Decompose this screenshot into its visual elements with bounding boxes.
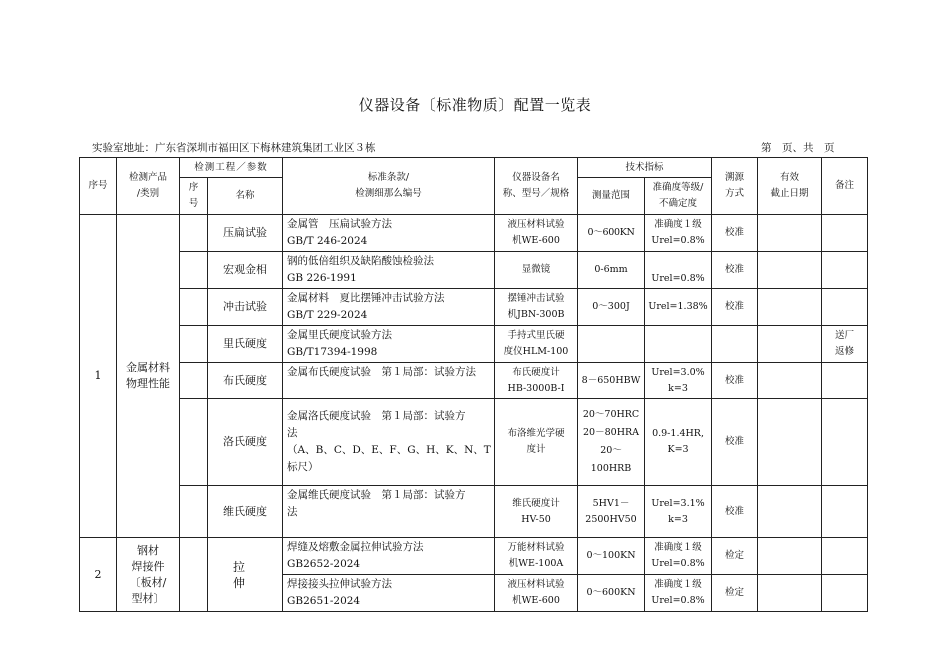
item-accuracy: Urel=3.0% k=3 bbox=[645, 363, 712, 399]
item-source: 检定 bbox=[712, 575, 758, 612]
sub-seq-cell bbox=[180, 399, 208, 486]
item-name: 拉 伸 bbox=[208, 538, 283, 612]
item-source: 校准 bbox=[712, 289, 758, 326]
equipment-table bbox=[79, 157, 868, 612]
item-remark: 送厂 返修 bbox=[822, 326, 868, 363]
item-standard: 金属材料 夏比摆锤冲击试验方法 GB/T 229-2024 bbox=[283, 289, 495, 326]
header-row bbox=[80, 158, 868, 178]
header-seq: 序号 bbox=[80, 158, 117, 215]
item-remark bbox=[822, 289, 868, 326]
header-source: 溯源 方式 bbox=[712, 158, 758, 215]
sub-seq-cell bbox=[180, 252, 208, 289]
lab-address: 实验室地址：广东省深圳市福田区下梅林建筑集团工业区３栋 bbox=[92, 142, 376, 154]
item-accuracy: 准确度１级 Urel=0.8% bbox=[645, 538, 712, 575]
item-remark bbox=[822, 575, 868, 612]
item-standard: 金属维氏硬度试验 第１局部：试验方 法 bbox=[283, 486, 495, 538]
item-equipment: 万能材料试验 机WE-100A bbox=[495, 538, 578, 575]
item-standard: 焊缝及熔敷金属拉伸试验方法 GB2652-2024 bbox=[283, 538, 495, 575]
item-remark bbox=[822, 399, 868, 486]
table-row bbox=[80, 363, 868, 399]
item-equipment: 显微镜 bbox=[495, 252, 578, 289]
item-name: 洛氏硬度 bbox=[208, 399, 283, 486]
item-source: 校准 bbox=[712, 363, 758, 399]
item-name: 宏观金相 bbox=[208, 252, 283, 289]
table-row bbox=[80, 326, 868, 363]
item-name: 压扁试验 bbox=[208, 215, 283, 252]
item-remark bbox=[822, 538, 868, 575]
item-equipment: 维氏硬度计 HV-50 bbox=[495, 486, 578, 538]
item-source: 校准 bbox=[712, 399, 758, 486]
item-remark bbox=[822, 363, 868, 399]
item-standard: 焊接接头拉伸试验方法 GB2651-2024 bbox=[283, 575, 495, 612]
table-row bbox=[80, 486, 868, 538]
header-standard: 标准条款/ 检测细那么编号 bbox=[283, 158, 495, 215]
header-accuracy: 准确度等级/ 不确定度 bbox=[645, 178, 712, 215]
item-equipment: 液压材料试验 机WE-600 bbox=[495, 215, 578, 252]
item-valid bbox=[758, 538, 822, 575]
sub-seq-cell bbox=[180, 215, 208, 252]
item-range: 0～300J bbox=[578, 289, 645, 326]
item-standard: 钢的低倍组织及缺陷酸蚀检验法 GB 226-1991 bbox=[283, 252, 495, 289]
item-standard: 金属管 压扁试验方法 GB/T 246-2024 bbox=[283, 215, 495, 252]
sub-seq-cell bbox=[180, 538, 208, 612]
item-standard: 金属布氏硬度试验 第１局部：试验方法 bbox=[283, 363, 495, 399]
item-valid bbox=[758, 252, 822, 289]
item-range: 0～100KN bbox=[578, 538, 645, 575]
item-name: 里氏硬度 bbox=[208, 326, 283, 363]
group2-category: 钢材 焊接件 〔板材/ 型材〕 bbox=[117, 538, 180, 612]
item-remark bbox=[822, 486, 868, 538]
sub-seq-cell bbox=[180, 486, 208, 538]
item-name: 冲击试验 bbox=[208, 289, 283, 326]
item-name: 维氏硬度 bbox=[208, 486, 283, 538]
group1-seq: 1 bbox=[80, 215, 117, 538]
item-accuracy: 0.9-1.4HR, K=3 bbox=[645, 399, 712, 486]
item-valid bbox=[758, 326, 822, 363]
item-equipment: 布氏硬度计 HB-3000B-I bbox=[495, 363, 578, 399]
item-source: 检定 bbox=[712, 538, 758, 575]
item-accuracy bbox=[645, 326, 712, 363]
item-valid bbox=[758, 575, 822, 612]
item-equipment: 布洛维光学硬 度计 bbox=[495, 399, 578, 486]
header-range: 测量范围 bbox=[578, 178, 645, 215]
header-product: 检测产品 /类别 bbox=[117, 158, 180, 215]
sub-seq-cell bbox=[180, 326, 208, 363]
item-source: 校准 bbox=[712, 215, 758, 252]
item-valid bbox=[758, 399, 822, 486]
item-name: 布氏硬度 bbox=[208, 363, 283, 399]
item-source: 校准 bbox=[712, 252, 758, 289]
header-remark: 备注 bbox=[822, 158, 868, 215]
header-project: 检测工程／参数 bbox=[180, 158, 283, 178]
item-valid bbox=[758, 486, 822, 538]
item-range: 5HV1－ 2500HV50 bbox=[578, 486, 645, 538]
table-row bbox=[80, 399, 868, 486]
sub-seq-cell bbox=[180, 363, 208, 399]
item-valid bbox=[758, 215, 822, 252]
item-equipment: 摆锤冲击试验 机JBN-300B bbox=[495, 289, 578, 326]
item-source bbox=[712, 326, 758, 363]
table-row bbox=[80, 289, 868, 326]
item-standard: 金属里氏硬度试验方法 GB/T17394-1998 bbox=[283, 326, 495, 363]
item-accuracy: 准确度１级 Urel=0.8% bbox=[645, 575, 712, 612]
item-equipment: 手持式里氏硬 度仪HLM-100 bbox=[495, 326, 578, 363]
item-equipment: 液压材料试验 机WE-600 bbox=[495, 575, 578, 612]
group2-seq: 2 bbox=[80, 538, 117, 612]
item-range bbox=[578, 326, 645, 363]
item-valid bbox=[758, 289, 822, 326]
item-remark bbox=[822, 215, 868, 252]
item-standard: 金属洛氏硬度试验 第１局部：试验方 法 （A、B、C、D、E、F、G、H、K、N、T 标尺） bbox=[283, 399, 495, 486]
item-accuracy: Urel=0.8% bbox=[645, 252, 712, 289]
item-valid bbox=[758, 363, 822, 399]
item-source: 校准 bbox=[712, 486, 758, 538]
item-accuracy: 准确度１级 Urel=0.8% bbox=[645, 215, 712, 252]
page-info: 第 页、共 页 bbox=[761, 142, 835, 154]
item-range: 8－650HBW bbox=[578, 363, 645, 399]
table-row bbox=[80, 215, 868, 252]
page-title: 仪器设备〔标准物质〕配置一览表 bbox=[358, 96, 592, 114]
item-range: 0～600KN bbox=[578, 215, 645, 252]
group1-category: 金属材料 物理性能 bbox=[117, 215, 180, 538]
item-accuracy: Urel=1.38% bbox=[645, 289, 712, 326]
header-tech: 技术指标 bbox=[578, 158, 712, 178]
item-range: 0～600KN bbox=[578, 575, 645, 612]
sub-seq-cell bbox=[180, 289, 208, 326]
header-name: 名称 bbox=[208, 178, 283, 215]
header-sub-seq: 序 号 bbox=[180, 178, 208, 215]
item-range: 20～70HRC 20－80HRA 20～100HRB bbox=[578, 399, 645, 486]
item-range: 0-6mm bbox=[578, 252, 645, 289]
item-accuracy: Urel=3.1% k=3 bbox=[645, 486, 712, 538]
table-row bbox=[80, 252, 868, 289]
header-valid: 有效 截止日期 bbox=[758, 158, 822, 215]
table-row bbox=[80, 538, 868, 575]
header-equipment: 仪器设备名 称、型号／规格 bbox=[495, 158, 578, 215]
item-remark bbox=[822, 252, 868, 289]
